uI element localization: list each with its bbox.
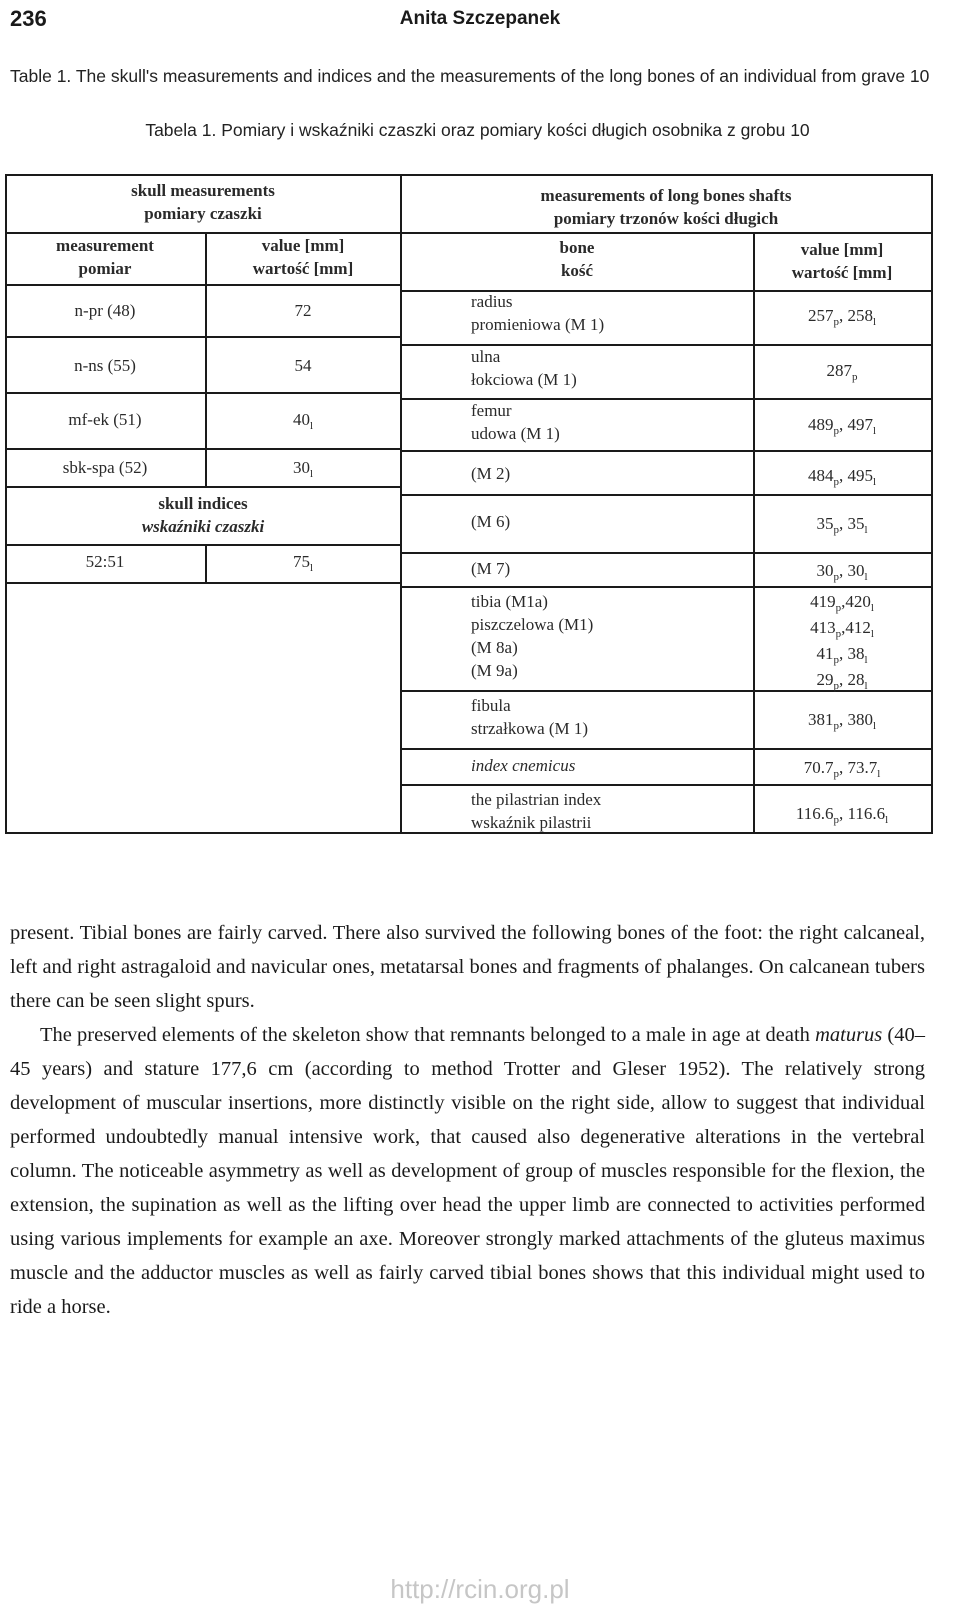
skull-row-value: 72 [294, 301, 312, 320]
rule [5, 544, 401, 546]
long-bones-section-title: measurements of long bones shafts pomiary trzonów kości długich [540, 186, 792, 228]
bone-tibia-values: $419_p,420_l$ $413_p,412_l$ $41_p$, $38_l$ $29_p$, $28_l$ [810, 592, 874, 692]
index-row-value: $75_l$ [292, 552, 314, 574]
table-border-right [931, 174, 933, 834]
rule [401, 450, 931, 452]
bone-m6-value: $35_p$, $35_l$ [816, 514, 868, 536]
page-number: 236 [10, 6, 47, 31]
bones-col-value: value [mm] wartość [mm] [791, 240, 893, 282]
bone-m7-label: (M 7) [471, 559, 511, 578]
measurements-table [5, 174, 933, 864]
paragraph-2: The preserved elements of the skeleton show that remnants belonged to a male in age at death maturus (40–45 years) and stature 177,6 cm (according to method Trotter and Gleser 1952). The relatively strong development of muscular insertions, more distinctly visible on the right side, allow to suggest that individual performed undoubtedly manual intensive work, that caused also degenerative alterations in the vertebral column. The noticeable asymmetry as well as development of group of muscles responsible for the flexion, the extension, the supination as well as the lifting over head the upper limb are connected to activities performed using various implements for example an axe. Moreover strongly marked attachments of the gluteus maximus muscle and the adductor muscles as well as fairly carved tibial bones shows that this individual might used to ride a horse. [10, 1024, 926, 1318]
pilastrian-index-value: $116.6_p$, $116.6_l$ [795, 804, 889, 826]
bone-m2-value: $484_p$, $495_l$ [807, 466, 877, 488]
rule [5, 582, 401, 584]
bones-col-bone: bone kość [559, 238, 595, 280]
rule [401, 232, 931, 234]
bone-m7-value: $30_p$, $30_l$ [816, 561, 868, 583]
skull-row-label: mf-ek (51) [68, 410, 142, 429]
bone-fibula-label: fibula strzałkowa (M 1) [471, 696, 589, 738]
skull-row-value: 54 [294, 356, 312, 375]
body-text [10, 916, 925, 1324]
skull-row-label: sbk-spa (52) [62, 458, 148, 477]
rule [401, 494, 931, 496]
skull-section-title: skull measurements pomiary czaszki [131, 181, 275, 223]
rule [5, 392, 401, 394]
running-head: Anita Szczepanek [399, 8, 561, 29]
rule [5, 486, 401, 488]
bone-radius-value: $257_p$, $258_l$ [807, 306, 877, 328]
rule [401, 552, 931, 554]
rule [401, 748, 931, 750]
index-cnemicus-value: $70.7_p$, $73.7_l$ [803, 758, 881, 780]
index-cnemicus-label: index cnemicus [471, 756, 576, 775]
bone-m2-label: (M 2) [471, 464, 511, 483]
paragraph-1: present. Tibial bones are fairly carved. There also survived the following bones of the foot: the right calcaneal, left and right astragaloid and navicular ones, metatarsal bones and fragments of phalanges. On calcanean tubers there can be seen slight spurs. [10, 922, 925, 1012]
table-border-top [5, 174, 933, 176]
bone-femur-label: femur udowa (M 1) [471, 401, 560, 443]
bone-ulna-label: ulna łokciowa (M 1) [471, 347, 577, 389]
index-row-label: 52:51 [85, 552, 125, 571]
rule [5, 448, 401, 450]
skull-row-label: n-pr (48) [74, 301, 136, 320]
bone-fibula-value: $381_p$, $380_l$ [807, 710, 877, 732]
rule [401, 586, 931, 588]
bone-radius-label: radius promieniowa (M 1) [471, 292, 605, 334]
table-border-bottom [5, 832, 933, 834]
skull-row-value: $40_l$ [292, 410, 314, 432]
skull-row-value: $30_l$ [292, 458, 314, 480]
skull-indices-title: skull indices wskaźniki czaszki [141, 494, 265, 536]
bone-m6-label: (M 6) [471, 512, 511, 531]
table-caption-pl: Tabela 1. Pomiary i wskaźniki czaszki oraz pomiary kości długich osobnika z grobu 10 [145, 120, 810, 140]
skull-row-label: n-ns (55) [74, 356, 136, 375]
skull-col-value: value [mm] wartość [mm] [252, 236, 354, 278]
rule [5, 284, 401, 286]
footer-url[interactable]: http://rcin.org.pl [390, 1574, 570, 1604]
bone-femur-value: $489_p$, $497_l$ [807, 415, 877, 437]
table-caption-en: Table 1. The skull's measurements and indices and the measurements of the long bones of an individual from grave 10 [10, 66, 930, 86]
rule [401, 784, 931, 786]
pilastrian-index-label: the pilastrian index wskaźnik pilastrii [471, 790, 602, 832]
skull-col-measurement: measurement pomiar [56, 236, 154, 278]
rule [5, 336, 401, 338]
bone-ulna-value: $287_p$ [826, 361, 858, 383]
bone-tibia-label: tibia (M1a) piszczelowa (M1) (M 8a) (M 9a) [471, 592, 594, 680]
